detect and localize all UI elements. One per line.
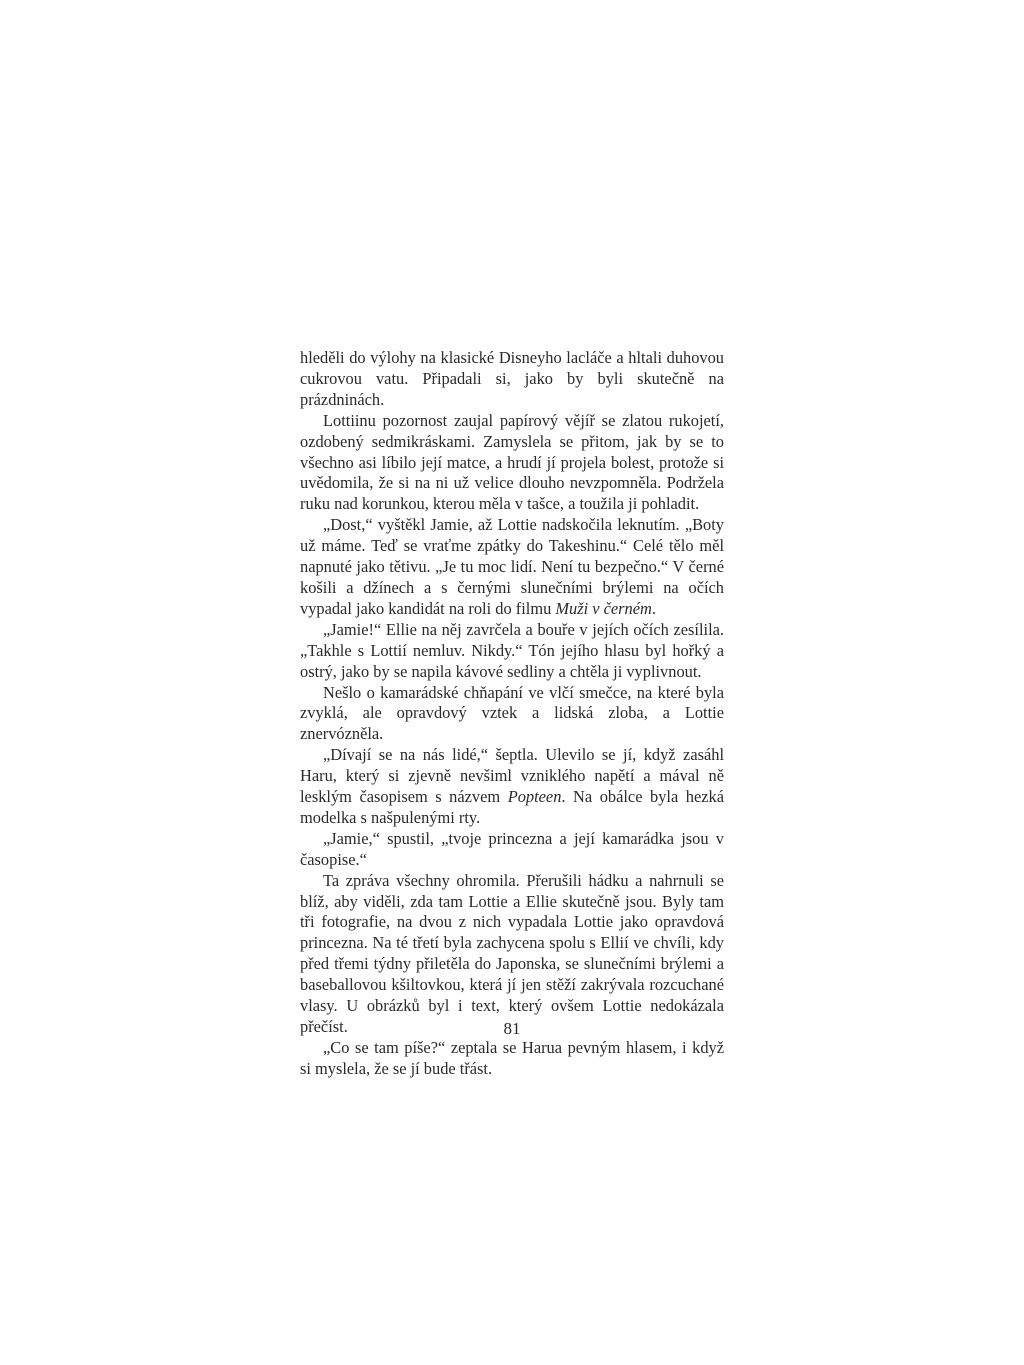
paragraph — [300, 1038, 724, 1080]
paragraph-text: hleděli do výlohy na klasické Disneyho lacláče a hltali duhovou cukrovou vatu. Připadali si, jako by byli skutečně na prázdninách. — [300, 348, 724, 409]
paragraph-text: „Jamie!“ Ellie na něj zavrčela a bouře v jejích očích zesílila. „Takhle s Lottií nemluv. Nikdy.“ Tón jejího hlasu byl hořký a ostrý, jako by se napila kávové sedliny a chtěla ji vyplivnout. — [300, 619, 724, 681]
paragraph-text: Ta zpráva všechny ohromila. Přerušili hádku a nahrnuli se blíž, aby viděli, zda tam Lottie a Ellie skutečně jsou. Byly tam tři fotografie, na dvou z nich vypadala Lottie jako opravdová princezna. Na té třetí byla zachycena spolu s Ellií ve chvíli, kdy před třemi týdny přiletěla do Japonska, se slunečními brýlemi a baseballovou kšiltovkou, která jí jen stěží zakrývala rozcuchané vlasy. U obrázků byl i text, který ovšem Lottie nedokázala přečíst. — [300, 870, 724, 1036]
paragraph-text: „Jamie,“ spustil, „tvoje princezna a její kamarádka jsou v časopise.“ — [300, 828, 724, 869]
paragraph-text: „Dost,“ vyštěkl Jamie, až Lottie nadskočila leknutím. „Boty už máme. Teď se vraťme zpátky do Takeshinu.“ Celé tělo měl napnuté jako tětivu. „Je tu moc lidí. Není tu bezpečno.“ V černé košili a džínech a s černými slunečními brýlemi na očích vypadal jako kandidát na roli do filmu — [300, 515, 724, 618]
paragraph-text: Nešlo o kamarádské chňapání ve vlčí smečce, na které byla zvyklá, ale opravdový vztek a lidská zloba, a Lottie znervózněla. — [300, 682, 724, 744]
paragraph — [300, 620, 724, 683]
body-text — [300, 348, 724, 1080]
paragraph-text: Lottiinu pozornost zaujal papírový vějíř se zlatou rukojetí, ozdobený sedmikráskami. Zamyslela se přitom, jak by se to všechno asi líbilo její matce, a hrudí jí projela bolest, protože si uvědomila, že si na ni už velice dlouho nevzpomněla. Podržela ruku nad korunkou, kterou měla v tašce, a toužila ji pohladit. — [300, 410, 724, 514]
page-number: 81 — [503, 1019, 521, 1038]
paragraph — [300, 683, 724, 746]
movie-title-italic: Muži v černém — [555, 598, 652, 618]
paragraph-text: „Dívají se na nás lidé,“ šeptla. Ulevilo se jí, když zasáhl Haru, který si zjevně nevšiml vzniklého napětí a mával ně lesklým časopisem s názvem — [300, 745, 724, 807]
paragraph — [300, 745, 724, 829]
magazine-title-italic: Popteen — [507, 787, 562, 807]
paragraph — [300, 411, 724, 516]
paragraph — [300, 871, 724, 1038]
paragraph — [300, 515, 724, 620]
paragraph — [300, 829, 724, 871]
paragraph-text: . — [651, 598, 656, 618]
paragraph-text: „Co se tam píše?“ zeptala se Harua pevným hlasem, i když si myslela, že se jí bude třást. — [300, 1037, 724, 1078]
paragraph — [300, 348, 724, 411]
paragraph-text: . Na obálce byla hezká modelka s našpulenými rty. — [300, 787, 724, 827]
